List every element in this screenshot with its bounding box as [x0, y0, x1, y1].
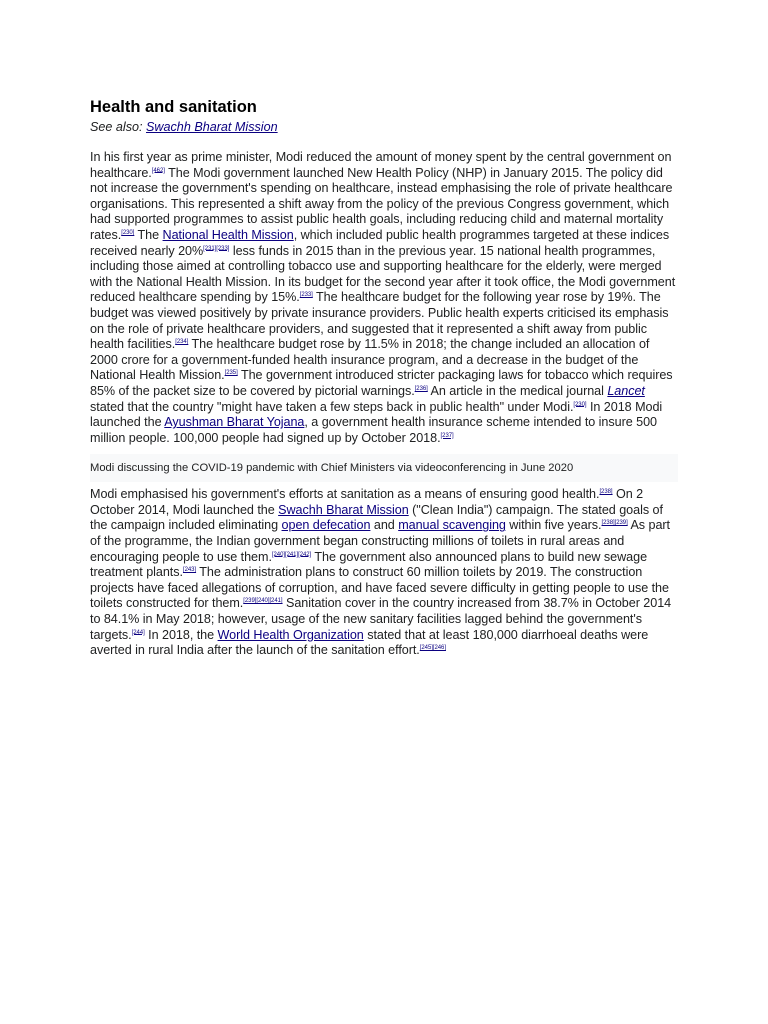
national-health-mission-link[interactable]: National Health Mission [162, 227, 294, 242]
image-caption: Modi discussing the COVID-19 pandemic with Chief Ministers via videoconferencing in June 2020 [90, 454, 678, 482]
text-run: Sanitation cover in the country increased from 38.7% in October 2014 to 84.1% in May 2018; however, usage of the new sanitary facilities lagged behind the government's targets. [90, 596, 672, 642]
paragraph-sanitation [90, 487, 680, 659]
citation-link[interactable]: [238] [599, 489, 613, 496]
citation-link[interactable]: [239][240][241] [243, 598, 283, 605]
swachh-bharat-mission-link[interactable]: Swachh Bharat Mission [278, 502, 409, 517]
text-run: In 2018, the [144, 627, 218, 642]
text-run: ("Clean India") campaign. The stated goals of the campaign included eliminating [90, 502, 663, 533]
text-run: , which included public health programmes targeted at these indices received nearly 20% [90, 227, 670, 258]
article-section [90, 96, 680, 659]
citation-link[interactable]: [231][233] [203, 245, 230, 252]
see-also-link[interactable]: Swachh Bharat Mission [146, 120, 278, 134]
citation-link[interactable]: [237] [440, 432, 454, 439]
citation-link[interactable]: [236] [414, 385, 428, 392]
text-run: and [370, 518, 399, 533]
citation-link[interactable]: [240][241][242] [271, 551, 312, 558]
citation-link[interactable]: [233] [299, 292, 313, 299]
text-run: An article in the medical journal [427, 383, 608, 398]
paragraph-healthcare [90, 150, 680, 446]
citation-link[interactable]: [462] [151, 167, 165, 174]
text-run: stated that the country "might have taken a few steps back in public health" under Modi. [90, 399, 574, 414]
open-defecation-link[interactable]: open defecation [281, 518, 371, 533]
citation-link[interactable]: [235] [224, 370, 238, 377]
ayushman-bharat-yojana-link[interactable]: Ayushman Bharat Yojana [164, 415, 305, 430]
text-run: The healthcare budget for the following year rose by 19%. The budget was viewed positively by private insurance providers. Public health experts criticised its emphasis on the role of private healthcare providers, and suggested that it represented a shift away from public health facilities. [90, 290, 669, 352]
citation-link[interactable]: [230] [121, 229, 135, 236]
see-also-note [90, 119, 680, 136]
citation-link[interactable]: [245][246] [419, 645, 446, 652]
text-run: In 2018 Modi launched the [90, 399, 663, 430]
text-run: stated that at least 180,000 diarrhoeal deaths were averted in rural India after the launch of the sanitation effort. [90, 627, 649, 658]
see-also-prefix: See also: [90, 120, 147, 134]
text-run: As part of the programme, the Indian government began constructing millions of toilets in rural areas and encouraging people to use them. [90, 518, 671, 564]
citation-link[interactable]: [230] [573, 401, 587, 408]
text-run: The healthcare budget rose by 11.5% in 2018; the change included an allocation of 2000 crore for a government-funded health insurance program, and a decrease in the budget of the National Health Mission. [90, 337, 650, 383]
text-run: Modi emphasised his government's efforts at sanitation as a means of ensuring good health. [90, 487, 600, 502]
text-run: The government introduced stricter packaging laws for tobacco which requires 85% of the packet size to be covered by pictorial warnings. [90, 368, 673, 398]
section-heading: Health and sanitation [90, 98, 257, 116]
text-run: , a government health insurance scheme intended to insure 500 million people. 100,000 people had signed up by October 2018. [90, 415, 657, 445]
manual-scavenging-link[interactable]: manual scavenging [398, 518, 506, 533]
text-run: The [134, 227, 163, 242]
text-run: The government also announced plans to build new sewage treatment plants. [90, 549, 648, 580]
citation-link[interactable]: [243] [182, 567, 197, 574]
text-run: The Modi government launched New Health Policy (NHP) in January 2015. The policy did not increase the government's spending on healthcare, instead emphasising the role of private healthcare organisations. This represented a shift away from the policy of the previous Congress government, which had supported programmes to assist public health goals, including reducing child and maternal mortality rates. [90, 165, 673, 242]
text-run: In his first year as prime minister, Modi reduced the amount of money spent by the central government on healthcare. [90, 150, 672, 180]
text-run: The administration plans to construct 60 million toilets by 2019. The construction projects have faced allegations of corruption, and have faced severe difficulty in getting people to use the toilets constructed for them. [90, 565, 669, 611]
citation-link[interactable]: [238][239] [601, 520, 628, 527]
citation-link[interactable]: [234] [175, 338, 189, 345]
world-health-organization-link[interactable]: World Health Organization [217, 627, 364, 642]
text-run: On 2 October 2014, Modi launched the [90, 487, 644, 517]
citation-link[interactable]: [244] [131, 629, 145, 636]
lancet-link[interactable]: Lancet [607, 383, 645, 398]
text-run: within five years. [505, 518, 602, 533]
text-run: less funds in 2015 than in the previous year. 15 national health programmes, including those aimed at controlling tobacco use and supporting healthcare for the elderly, were merged with the National Health Mission. In its budget for the second year after it took office, the Modi government reduced healthcare spending by 15%. [90, 243, 676, 305]
